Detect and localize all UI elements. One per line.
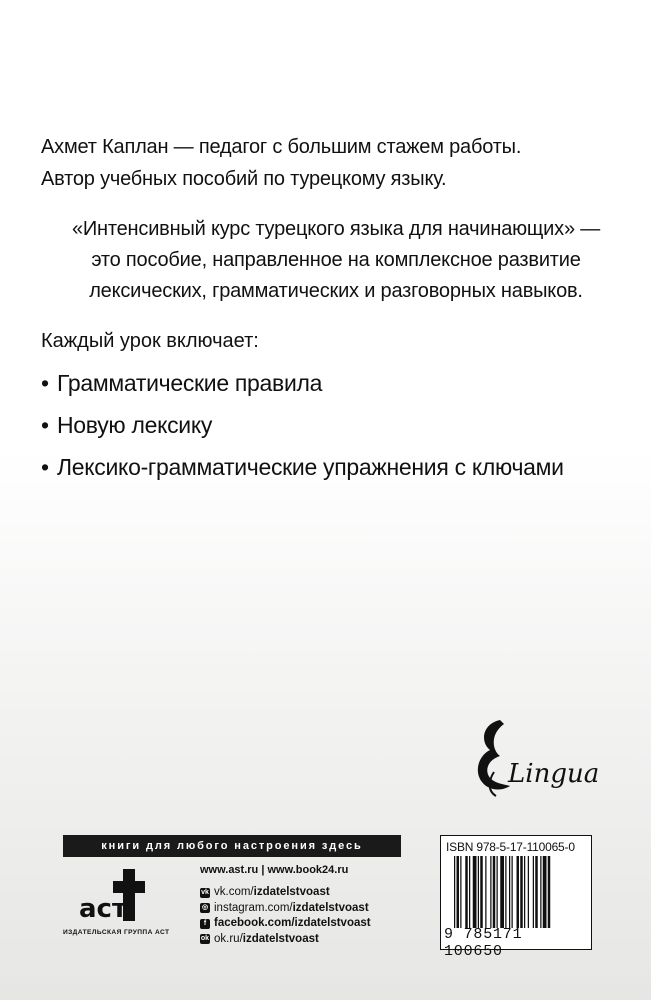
barcode-stripe — [465, 856, 468, 928]
list-item: • Лексико-грамматические упражнения с ключами — [41, 446, 564, 488]
lingua-series-logo — [460, 712, 600, 802]
barcode-stripe — [478, 856, 479, 928]
barcode-stripe — [469, 856, 470, 928]
barcode-stripe — [454, 856, 455, 928]
author-bio-line: Ахмет Каплан — педагог с большим стажем работы. — [41, 136, 522, 158]
social-link-instagram: ◎ instagram.com/ izdatelstvoast — [201, 901, 369, 914]
back-cover-footer — [63, 835, 590, 960]
social-link-facebook: f facebook.com/ izdatelstvoast — [200, 916, 371, 932]
lesson-items-list — [41, 362, 564, 488]
barcode-stripe — [480, 856, 483, 928]
author-bio — [41, 131, 621, 195]
barcode-stripe — [490, 856, 491, 928]
book-description — [41, 214, 631, 307]
vk-icon: vk — [201, 888, 209, 896]
facebook-icon: f — [200, 919, 210, 929]
barcode-stripe — [509, 856, 510, 928]
barcode-stripe — [528, 856, 529, 928]
barcode-stripe — [543, 856, 547, 928]
barcode-stripe — [493, 856, 496, 928]
barcode-box — [440, 835, 592, 960]
barcode-stripe — [535, 856, 538, 928]
barcode-stripe — [457, 856, 460, 928]
publisher-name: ИЗДАТЕЛЬСКАЯ ГРУППА АСТ — [63, 929, 170, 936]
svg-text:Lingua: Lingua — [508, 759, 600, 789]
barcode-stripe — [524, 856, 525, 928]
websites: www.ast.ru | www.book24.ru — [200, 864, 349, 876]
svg-text:аст: аст — [79, 894, 128, 924]
bullet-icon: • — [41, 454, 49, 480]
barcode-stripe — [533, 856, 534, 928]
tagline: книги для любого настроения здесь — [63, 835, 401, 857]
barcode-stripe — [473, 856, 477, 928]
list-item: • Грамматические правила — [41, 362, 564, 404]
author-bio-line: Автор учебных пособий по турецкому языку. — [41, 168, 447, 190]
barcode-stripe — [540, 856, 541, 928]
odnoklassniki-icon: ok — [200, 935, 210, 943]
ast-logo — [77, 867, 147, 925]
barcode-stripe — [497, 856, 498, 928]
barcode-stripe — [485, 856, 486, 928]
ean-digits: 9 785171 100650 — [444, 926, 523, 960]
barcode — [454, 856, 582, 928]
description-line: лексических, грамматических и разговорных навыков. — [89, 280, 583, 302]
barcode-stripe — [505, 856, 506, 928]
list-item: • Новую лексику — [41, 404, 564, 446]
barcode-stripe — [520, 856, 523, 928]
barcode-stripe — [548, 856, 551, 928]
description-line: это пособие, направленное на комплексное развитие — [91, 249, 581, 271]
bullet-icon: • — [41, 412, 49, 438]
barcode-stripe — [512, 856, 513, 928]
barcode-stripe — [460, 856, 461, 928]
bullet-icon: • — [41, 370, 49, 396]
description-line: «Интенсивный курс турецкого языка для начинающих» — — [71, 218, 601, 240]
social-links — [200, 885, 371, 947]
lesson-heading: Каждый урок включает: — [41, 330, 259, 352]
isbn: ISBN 978-5-17-110065-0 — [446, 840, 575, 854]
barcode-stripe — [500, 856, 504, 928]
barcode-stripe — [517, 856, 520, 928]
social-link-odnoklassniki: ok ok.ru/ izdatelstvoast — [200, 932, 319, 945]
instagram-icon: ◎ — [201, 904, 209, 912]
social-link-vk: vk vk.com/ izdatelstvoast — [201, 886, 330, 898]
